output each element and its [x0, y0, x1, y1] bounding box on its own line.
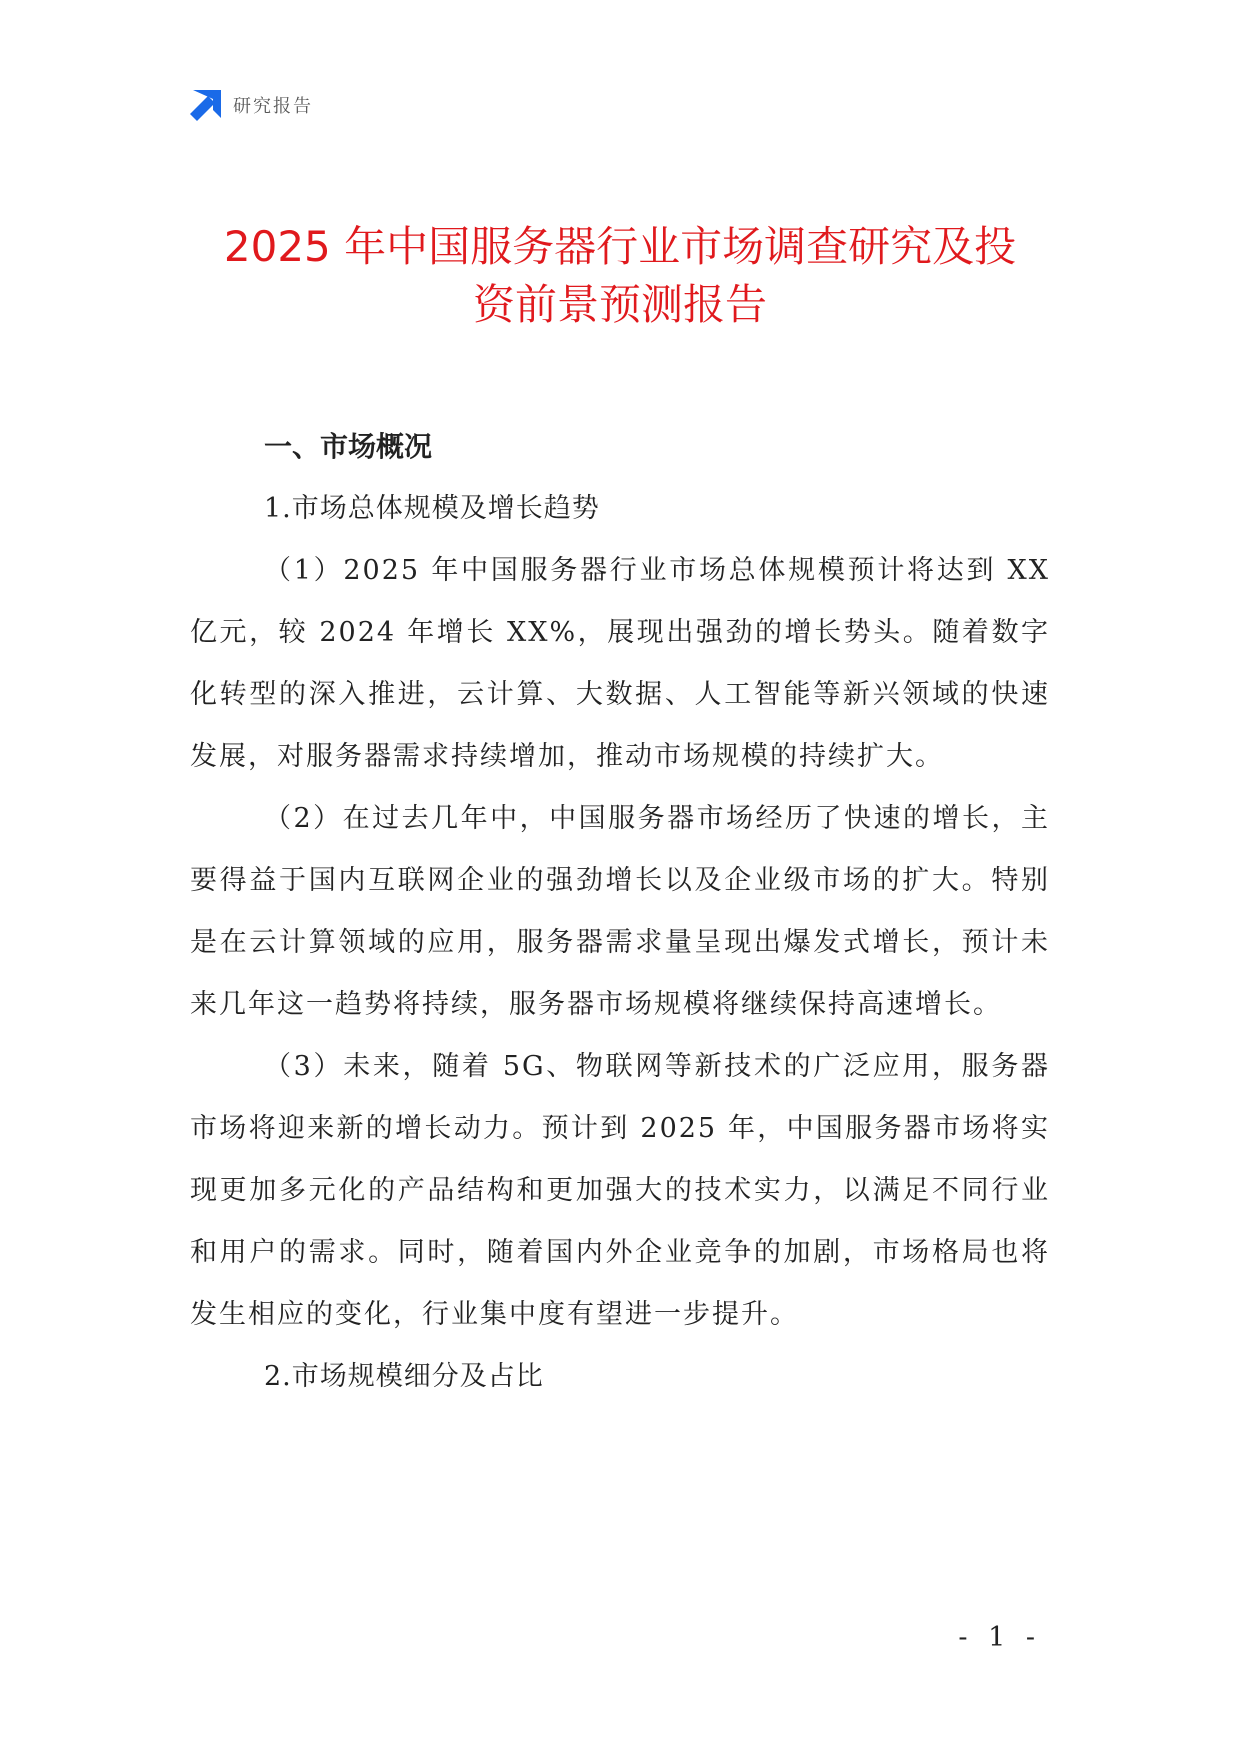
title-line-1: 2025 年中国服务器行业市场调查研究及投 — [223, 222, 1017, 271]
subsection-heading-1: 1.市场总体规模及增长趋势 — [264, 493, 600, 524]
document-title — [150, 218, 1090, 334]
page-number: - 1 - — [958, 1622, 1041, 1653]
subsection-heading-2: 2.市场规模细分及占比 — [264, 1361, 544, 1392]
document-body — [190, 416, 1050, 1408]
paragraph-1: （1）2025 年中国服务器行业市场总体规模预计将达到 XX 亿元，较 2024 年增长 XX%，展现出强劲的增长势头。随着数字化转型的深入推进，云计算、大数据、人工智能等新兴领域的快速发展，对服务器需求持续增加，推动市场规模的持续扩大。 — [190, 555, 1050, 772]
report-header — [190, 89, 313, 121]
paragraph-3: （3）未来，随着 5G、物联网等新技术的广泛应用，服务器市场将迎来新的增长动力。预计到 2025 年，中国服务器市场将实现更加多元化的产品结构和更加强大的技术实力，以满足不同行业和用户的需求。同时，随着国内外企业竞争的加剧，市场格局也将发生相应的变化，行业集中度有望进一步提升。 — [190, 1051, 1050, 1330]
section-heading: 一、市场概况 — [264, 430, 433, 463]
paragraph-2: （2）在过去几年中，中国服务器市场经历了快速的增长，主要得益于国内互联网企业的强劲增长以及企业级市场的扩大。特别是在云计算领域的应用，服务器需求量呈现出爆发式增长，预计未来几年这一趋势将持续，服务器市场规模将继续保持高速增长。 — [190, 803, 1050, 1020]
header-label: 研究报告 — [233, 96, 313, 117]
arrow-up-right-icon — [190, 90, 221, 121]
title-line-2: 资前景预测报告 — [472, 280, 767, 329]
